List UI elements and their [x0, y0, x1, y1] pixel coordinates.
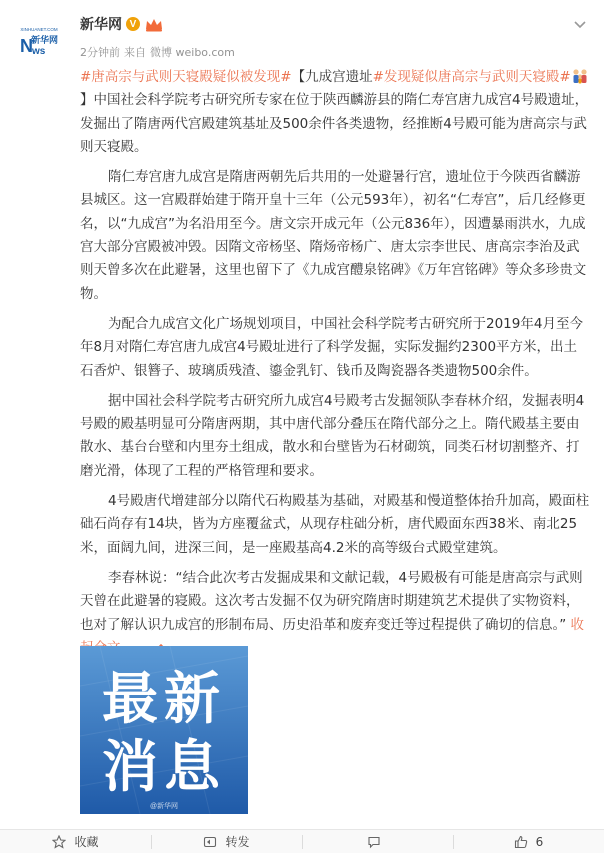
thumbs-up-icon: [514, 835, 528, 849]
post-lead-paragraph: [80, 66, 590, 159]
body-paragraph: 据中国社会科学院考古研究所九成宫4号殿考古发掘领队李春林介绍，发掘表明4号殿的殿基明显可分隋唐两期，其中唐代部分叠压在隋代部分之上。隋代殿基主要由散水、基台台壁和内里夯土组成，散水和台壁皆为石材砌筑，同类石材切割整齐、打磨光滑，体现了工程的严格管理和要求。: [80, 392, 585, 479]
image-headline-line1: 最新: [102, 667, 226, 732]
comment-button[interactable]: [302, 830, 453, 853]
bracket-text: 【九成宫遗址: [291, 69, 373, 85]
favorite-label: 收藏: [74, 835, 99, 849]
post-content: [80, 66, 590, 661]
more-options-button[interactable]: [570, 14, 590, 34]
image-watermark: @新华网: [149, 803, 179, 810]
comment-icon: [367, 835, 381, 849]
logo-small-text: XINHUANET.COM: [20, 27, 58, 32]
svg-text:N: N: [20, 36, 33, 56]
post-time[interactable]: 2分钟前: [80, 46, 120, 59]
star-icon: [52, 835, 66, 849]
chevron-down-icon: [570, 14, 590, 34]
quote-text: 李春林说：“结合此次考古发掘成果和文献记载，4号殿极有可能是唐高宗与武则天曾在此避暑的寝殿。这次考古发掘不仅为研究隋唐时期建筑艺术提供了实物资料，也对了解认识九成宫的形制布局、历史沿革和废弃变迁等过程提供了确切的信息。”: [80, 569, 583, 633]
author-name[interactable]: 新华网: [80, 17, 122, 33]
body-paragraph: 隋仁寿宫唐九成宫是隋唐两朝先后共用的一处避暑行宫，遗址位于今陕西省麟游县城区。这一宫殿群始建于隋开皇十三年（公元593年），初名“仁寿宫”，后几经修更名，以“九成宫”为名沿用至今。唐文宗开成元年（公元836年），因遭暴雨洪水，九成宫大部分宫殿被冲毁。因隋文帝杨坚、隋炀帝杨广、唐太宗李世民、唐高宗李治及武则天曾多次在此避暑，这里也留下了《九成宫醴泉铭碑》《万年宫铭碑》等众多珍贵文物。: [80, 169, 587, 302]
repost-button[interactable]: [151, 830, 302, 853]
member-crown-icon: [144, 17, 164, 31]
post-lead-text: 】中国社会科学院考古研究所专家在位于陕西麟游县的隋仁寿宫唐九成宫4号殿遗址，发掘出了隋唐两代宫殿建筑基址及500余件各类遗物，经推断4号殿可能为唐高宗与武则天寝殿。: [80, 92, 589, 155]
source-prefix: 来自: [124, 46, 146, 59]
hashtag-link[interactable]: #发现疑似唐高宗与武则天寝殿#: [372, 69, 571, 85]
body-paragraph: 为配合九成宫文化广场规划项目，中国社会科学院考古研究所于2019年4月至今年8月对隋仁寿宫唐九成宫4号殿址进行了科学发掘，实际发掘约2300平方米，出土石香炉、银簪子、玻璃质残渣、鎏金乳钉、钱币及陶瓷器各类遗物500余件。: [80, 315, 583, 379]
xinhua-logo-icon: [14, 14, 64, 64]
post-meta: [80, 44, 235, 60]
hashtag-link[interactable]: #唐高宗与武则天寝殿疑似被发现#: [80, 69, 292, 85]
repost-label: 转发: [225, 835, 250, 849]
author-row: [80, 13, 164, 35]
body-paragraph: 4号殿唐代增建部分以隋代石构殿基为基础，对殿基和慢道整体抬升加高，殿面柱础石尚存有14块，皆为方座覆盆式，从现存柱础分析，唐代殿面东西38米、南北25米，面阔九间，进深三间，是一座殿基高4.2米的高等级台式殿堂建筑。: [80, 493, 590, 556]
like-count: 6: [535, 834, 544, 849]
verified-badge-icon: V: [126, 17, 140, 31]
post-image[interactable]: [80, 646, 248, 814]
family-emoji-icon: [571, 68, 589, 84]
author-avatar[interactable]: [14, 14, 64, 64]
repost-icon: [203, 835, 217, 849]
favorite-button[interactable]: [0, 830, 151, 853]
svg-text:ws: ws: [32, 46, 46, 57]
logo-main-text: 新华网: [31, 36, 59, 46]
action-bar: [0, 829, 604, 853]
collapse-label: 收: [570, 616, 585, 633]
post-source[interactable]: 微博 weibo.com: [150, 46, 235, 59]
like-button[interactable]: [453, 830, 604, 853]
image-headline-line2: 消息: [102, 735, 226, 800]
